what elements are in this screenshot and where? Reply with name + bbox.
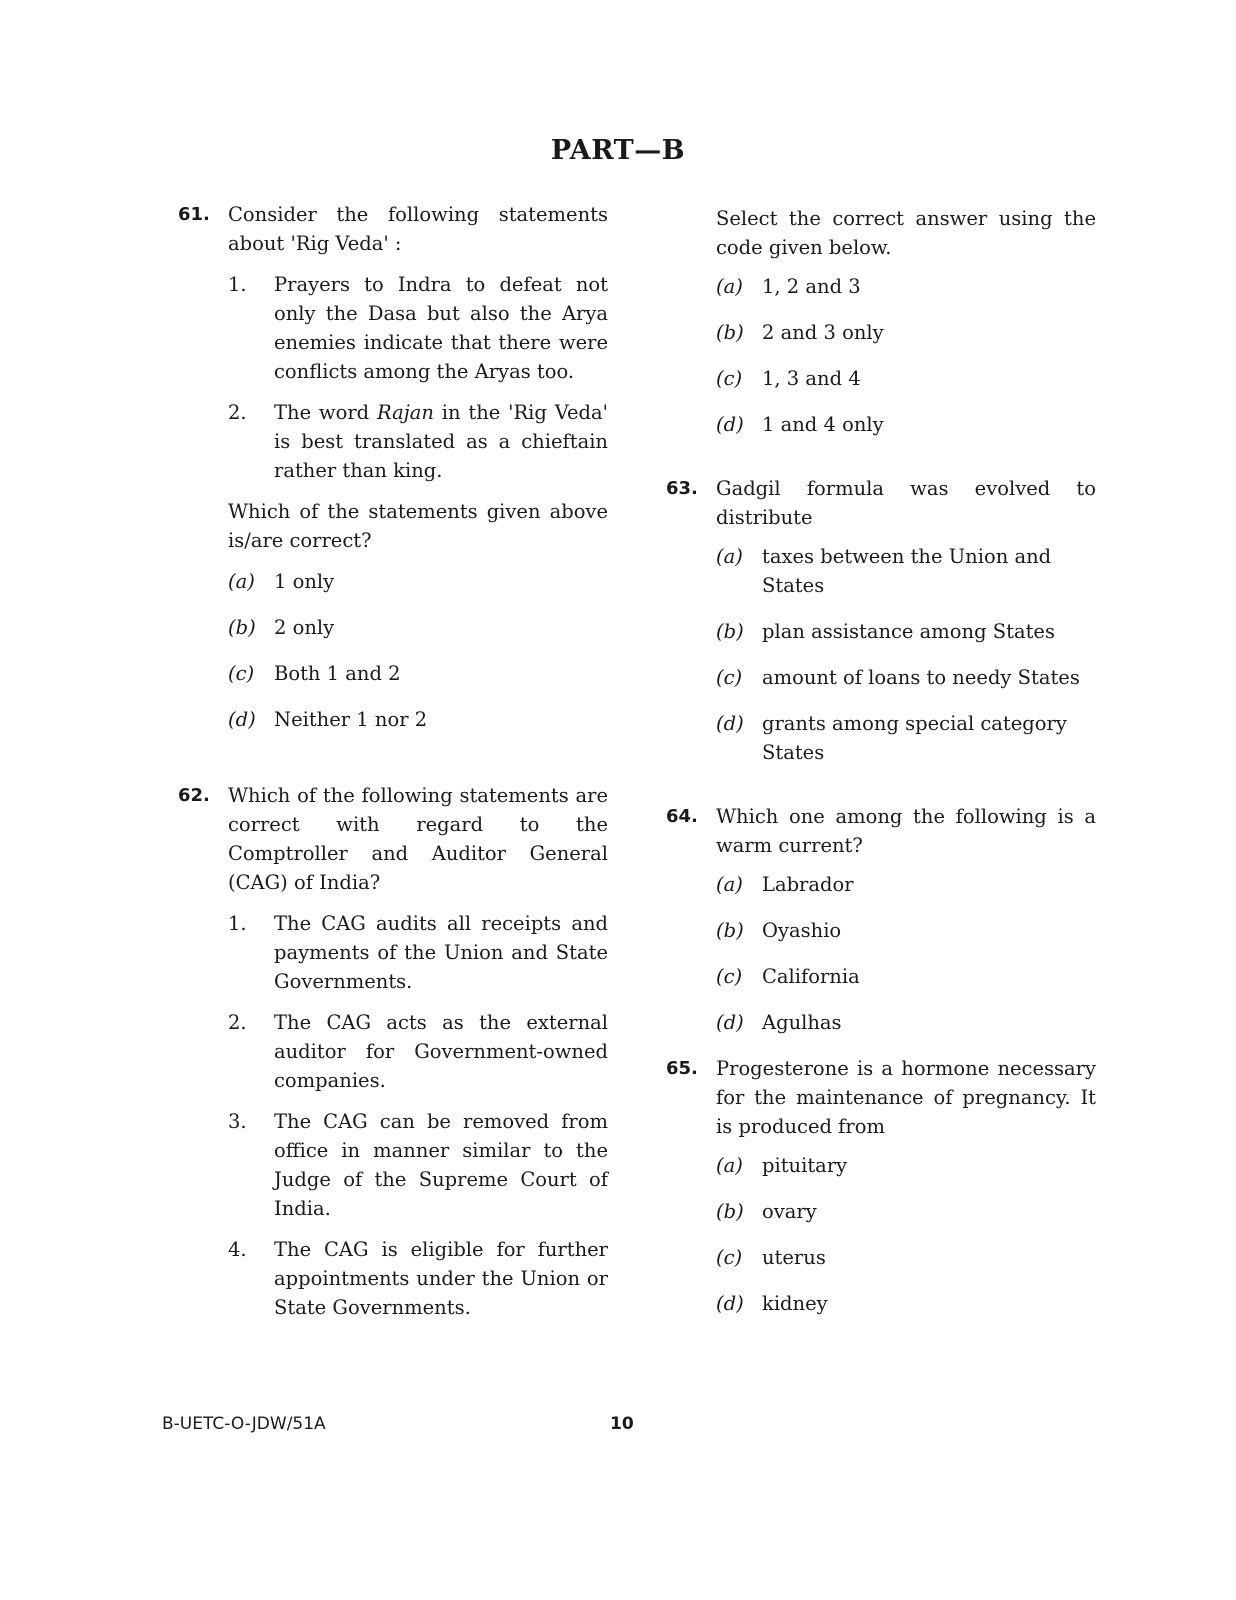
statement-number: 2.: [228, 401, 247, 424]
statement-text-part: The word: [274, 401, 377, 424]
option-letter: (d): [716, 1011, 744, 1034]
option-a[interactable]: [228, 567, 608, 596]
option-text: 1, 2 and 3: [762, 275, 861, 298]
option-text: Labrador: [762, 873, 854, 896]
option-letter: (b): [716, 321, 744, 344]
question-prompt: Which of the statements given above is/are correct?: [228, 500, 608, 552]
statement-italic-term: Rajan: [376, 401, 434, 424]
option-text: taxes between the Union and States: [762, 545, 1052, 597]
option-text: 1 only: [274, 570, 335, 593]
statement-item: [228, 1008, 608, 1095]
question-63: [666, 474, 1096, 767]
answer-code-instruction: Select the correct answer using the code given below.: [716, 207, 1096, 259]
option-letter: (b): [716, 620, 744, 643]
option-text: 2 and 3 only: [762, 321, 884, 344]
option-letter: (d): [716, 413, 744, 436]
statement-item: [228, 1235, 608, 1322]
option-text: Both 1 and 2: [274, 662, 401, 685]
question-stem: Which of the following statements are correct with regard to the Comptroller and Auditor General (CAG) of India?: [228, 784, 608, 894]
option-c[interactable]: [716, 962, 1096, 991]
option-letter: (a): [716, 275, 743, 298]
statement-text: The CAG audits all receipts and payments of the Union and State Governments.: [274, 912, 608, 993]
option-b[interactable]: [716, 617, 1096, 646]
question-64: [666, 802, 1096, 1037]
statement-text: The CAG acts as the external auditor for Government-owned companies.: [274, 1011, 608, 1092]
question-62-continued: [666, 204, 1096, 439]
option-letter: (c): [716, 965, 743, 988]
option-b[interactable]: [228, 613, 608, 642]
statement-item: [228, 398, 608, 485]
option-text: grants among special category States: [762, 712, 1067, 764]
option-text: Oyashio: [762, 919, 842, 942]
statement-number: 2.: [228, 1011, 247, 1034]
option-a[interactable]: [716, 870, 1096, 899]
statement-number: 4.: [228, 1238, 247, 1261]
question-number: 65.: [666, 1058, 698, 1079]
right-column: [666, 204, 1096, 1335]
option-text: 1 and 4 only: [762, 413, 884, 436]
part-title: PART—B: [550, 135, 686, 166]
option-list: [716, 272, 1096, 439]
statement-list: [228, 270, 608, 485]
statement-number: 3.: [228, 1110, 247, 1133]
option-text: Neither 1 nor 2: [274, 708, 428, 731]
statement-number: 1.: [228, 912, 247, 935]
option-text: 2 only: [274, 616, 335, 639]
option-text: kidney: [762, 1292, 828, 1315]
option-letter: (b): [716, 919, 744, 942]
statement-text: The CAG is eligible for further appointments under the Union or State Governments.: [274, 1238, 608, 1319]
statement-number: 1.: [228, 273, 247, 296]
option-list: [716, 870, 1096, 1037]
option-a[interactable]: [716, 272, 1096, 301]
option-d[interactable]: [716, 1008, 1096, 1037]
option-text: California: [762, 965, 860, 988]
statement-text: The CAG can be removed from office in manner similar to the Judge of the Supreme Court of India.: [274, 1110, 608, 1220]
option-text: ovary: [762, 1200, 817, 1223]
option-d[interactable]: [716, 709, 1096, 767]
question-62: [178, 781, 608, 1322]
option-text: plan assistance among States: [762, 620, 1055, 643]
option-letter: (a): [716, 1154, 743, 1177]
option-d[interactable]: [716, 1289, 1096, 1318]
statement-list: [228, 909, 608, 1322]
option-b[interactable]: [716, 1197, 1096, 1226]
option-c[interactable]: [716, 663, 1096, 692]
option-letter: (b): [228, 616, 256, 639]
option-a[interactable]: [716, 1151, 1096, 1180]
statement-text: [274, 401, 608, 482]
statement-text: Prayers to Indra to defeat not only the Dasa but also the Arya enemies indicate that there were conflicts among the Aryas too.: [274, 273, 608, 383]
option-c[interactable]: [716, 1243, 1096, 1272]
option-letter: (c): [716, 1246, 743, 1269]
option-letter: (d): [716, 712, 744, 735]
option-text: amount of loans to needy States: [762, 666, 1080, 689]
statement-item: [228, 909, 608, 996]
question-number: 63.: [666, 478, 698, 499]
option-c[interactable]: [228, 659, 608, 688]
question-stem: Consider the following statements about 'Rig Veda' :: [228, 203, 608, 255]
option-a[interactable]: [716, 542, 1096, 600]
option-d[interactable]: [716, 410, 1096, 439]
question-stem: Gadgil formula was evolved to distribute: [716, 477, 1096, 529]
option-letter: (d): [228, 708, 256, 731]
statement-item: [228, 270, 608, 386]
question-number: 62.: [178, 785, 210, 806]
option-c[interactable]: [716, 364, 1096, 393]
statement-item: [228, 1107, 608, 1223]
option-text: pituitary: [762, 1154, 848, 1177]
question-65: [666, 1054, 1096, 1318]
option-d[interactable]: [228, 705, 608, 734]
option-letter: (c): [716, 666, 743, 689]
option-letter: (d): [716, 1292, 744, 1315]
booklet-code: B-UETC-O-JDW/51A: [162, 1414, 326, 1434]
option-text: 1, 3 and 4: [762, 367, 861, 390]
option-text: uterus: [762, 1246, 826, 1269]
question-61: [178, 200, 608, 734]
statement-text-part: in the 'Rig Veda' is best translated as a chieftain rather than king.: [274, 401, 608, 482]
option-letter: (a): [228, 570, 255, 593]
option-list: [716, 542, 1096, 767]
question-number: 64.: [666, 806, 698, 827]
page-number: 10: [610, 1414, 634, 1434]
option-letter: (c): [716, 367, 743, 390]
question-stem: Which one among the following is a warm current?: [716, 805, 1096, 857]
option-list: [228, 567, 608, 734]
option-letter: (a): [716, 545, 743, 568]
option-b[interactable]: [716, 916, 1096, 945]
option-list: [716, 1151, 1096, 1318]
option-b[interactable]: [716, 318, 1096, 347]
question-number: 61.: [178, 204, 210, 225]
question-stem: Progesterone is a hormone necessary for the maintenance of pregnancy. It is produced from: [716, 1057, 1096, 1138]
option-text: Agulhas: [762, 1011, 842, 1034]
option-letter: (c): [228, 662, 255, 685]
option-letter: (a): [716, 873, 743, 896]
option-letter: (b): [716, 1200, 744, 1223]
left-column: [178, 200, 608, 1334]
